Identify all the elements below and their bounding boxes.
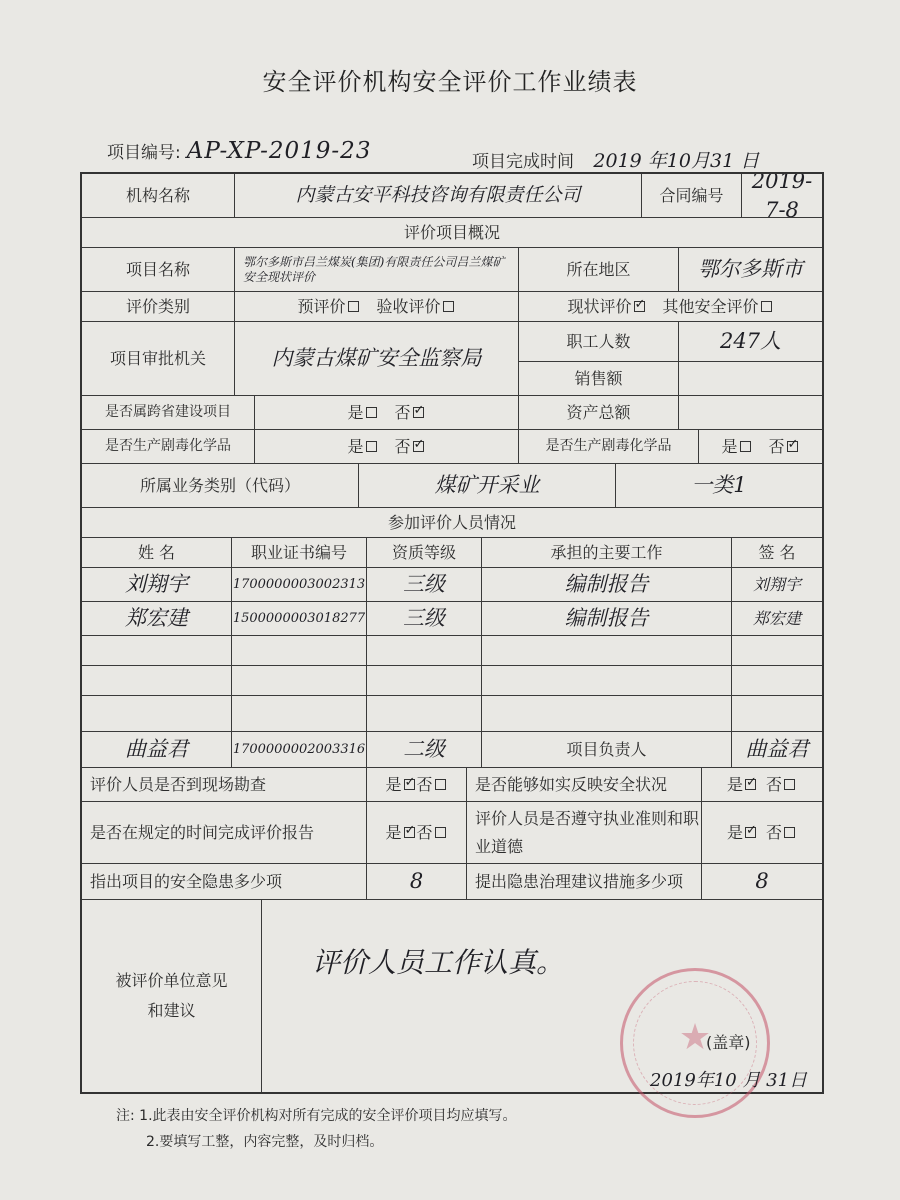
ontime-yes-text: 是	[385, 822, 402, 842]
person-2-cert: 1500000003018277	[232, 602, 367, 636]
project-name-value: 鄂尔多斯市吕兰煤炭(集团)有限责任公司吕兰煤矿安全现状评价	[235, 248, 519, 292]
ontime-no-checkbox[interactable]	[435, 827, 446, 838]
ethics-label: 评价人员是否遵守执业准则和职业道德	[467, 802, 702, 864]
site-no-checkbox[interactable]	[435, 779, 446, 790]
cross-yes-text: 是	[347, 402, 364, 422]
completion-time	[472, 146, 759, 173]
opinion-label: 被评价单位意见和建议	[82, 900, 262, 1092]
empty-row-cell	[232, 666, 367, 696]
ethics-no-text: 否	[766, 822, 783, 842]
project-number-label: 项目编号:	[107, 143, 181, 163]
ethics-options	[702, 802, 822, 864]
ontime-yes-checkbox[interactable]	[404, 827, 415, 838]
completion-label: 项目完成时间	[472, 152, 574, 172]
hazchem2-no-text: 否	[768, 436, 785, 456]
project-name-label: 项目名称	[82, 248, 235, 292]
category-options-left	[235, 292, 519, 322]
person-2-level: 三级	[367, 602, 482, 636]
person-1-level: 三级	[367, 568, 482, 602]
region-label: 所在地区	[519, 248, 679, 292]
pre-eval-checkbox[interactable]	[348, 301, 359, 312]
status-eval-text: 现状评价	[567, 296, 632, 316]
contract-label: 合同编号	[642, 174, 742, 218]
cross-province-label: 是否属跨省建设项目	[82, 396, 255, 430]
org-label: 机构名称	[82, 174, 235, 218]
empty-row-cell	[732, 636, 822, 666]
truth-label: 是否能够如实反映安全状况	[467, 768, 702, 802]
note-line-1: 注: 1.此表由安全评价机构对所有完成的安全评价项目均应填写。	[116, 1108, 517, 1124]
project-number	[107, 138, 371, 164]
status-eval-checkbox[interactable]	[634, 301, 645, 312]
empty-row-cell	[82, 666, 232, 696]
business-label: 所属业务类别（代码）	[82, 464, 359, 508]
performance-table	[80, 172, 824, 1094]
col-work: 承担的主要工作	[482, 538, 732, 568]
pre-eval-text: 预评价	[297, 296, 346, 316]
sales-value	[679, 362, 822, 396]
empty-row-cell	[232, 636, 367, 666]
seal-date: 2019年10 月 31日	[650, 1070, 808, 1091]
asset-value	[679, 396, 822, 430]
empty-row-cell	[367, 666, 482, 696]
ontime-no-text: 否	[416, 822, 433, 842]
col-cert: 职业证书编号	[232, 538, 367, 568]
ontime-options	[367, 802, 467, 864]
leader-level: 二级	[367, 732, 482, 768]
person-2-name: 郑宏建	[82, 602, 232, 636]
cross-no-text: 否	[394, 402, 411, 422]
truth-yes-checkbox[interactable]	[745, 779, 756, 790]
empty-row-cell	[482, 666, 732, 696]
col-level: 资质等级	[367, 538, 482, 568]
truth-no-text: 否	[766, 774, 783, 794]
page-title: 安全评价机构安全评价工作业绩表	[262, 68, 638, 96]
approval-label: 项目审批机关	[82, 322, 235, 396]
empty-row-cell	[482, 636, 732, 666]
leader-name: 曲益君	[82, 732, 232, 768]
empty-row-cell	[732, 666, 822, 696]
approval-value: 内蒙古煤矿安全监察局	[235, 322, 519, 396]
leader-signature: 曲益君	[732, 732, 822, 768]
personnel-heading: 参加评价人员情况	[82, 508, 822, 538]
ethics-yes-checkbox[interactable]	[745, 827, 756, 838]
business-value: 煤矿开采业	[359, 464, 616, 508]
site-yes-checkbox[interactable]	[404, 779, 415, 790]
note-line-2: 2.要填写工整，内容完整，及时归档。	[146, 1134, 384, 1150]
empty-row-cell	[732, 696, 822, 732]
measures-value: 8	[702, 864, 822, 900]
truth-no-checkbox[interactable]	[784, 779, 795, 790]
region-value: 鄂尔多斯市	[679, 248, 822, 292]
person-1-work: 编制报告	[482, 568, 732, 602]
overview-heading: 评价项目概况	[82, 218, 822, 248]
person-1-signature: 刘翔宇	[732, 568, 822, 602]
site-visit-label: 评价人员是否到现场勘查	[82, 768, 367, 802]
opinion-value: 评价人员工作认真。	[312, 946, 565, 979]
hazchem-yes-checkbox[interactable]	[366, 441, 377, 452]
truth-options	[702, 768, 822, 802]
empty-row-cell	[82, 636, 232, 666]
staff-label: 职工人数	[519, 322, 679, 362]
ethics-yes-text: 是	[726, 822, 743, 842]
site-visit-options	[367, 768, 467, 802]
site-no-text: 否	[416, 774, 433, 794]
cross-yes-checkbox[interactable]	[366, 407, 377, 418]
empty-row-cell	[482, 696, 732, 732]
category-options-right	[519, 292, 822, 322]
col-sign: 签 名	[732, 538, 822, 568]
category-label: 评价类别	[82, 292, 235, 322]
ethics-no-checkbox[interactable]	[784, 827, 795, 838]
leader-role: 项目负责人	[482, 732, 732, 768]
empty-row-cell	[232, 696, 367, 732]
empty-row-cell	[367, 636, 482, 666]
business-code: 一类1	[616, 464, 822, 508]
project-number-value: AP-XP-2019-23	[186, 138, 372, 164]
hazchem2-yes-text: 是	[721, 436, 738, 456]
hazchem-no-checkbox[interactable]	[413, 441, 424, 452]
hazchem-no-text: 否	[394, 436, 411, 456]
seal-label: (盖章)	[706, 1033, 751, 1052]
accept-eval-checkbox[interactable]	[443, 301, 454, 312]
sales-label: 销售额	[519, 362, 679, 396]
seal-star-icon: ★	[678, 1017, 712, 1058]
accept-eval-text: 验收评价	[376, 296, 441, 316]
hazards-label: 指出项目的安全隐患多少项	[82, 864, 367, 900]
hazchem-label-2: 是否生产剧毒化学品	[519, 430, 699, 464]
measures-label: 提出隐患治理建议措施多少项	[467, 864, 702, 900]
person-2-work: 编制报告	[482, 602, 732, 636]
person-1-cert: 1700000003002313	[232, 568, 367, 602]
asset-label: 资产总额	[519, 396, 679, 430]
empty-row-cell	[82, 696, 232, 732]
contract-value: 2019-7-8	[742, 174, 822, 218]
org-value: 内蒙古安平科技咨询有限责任公司	[235, 174, 642, 218]
hazchem2-yes-checkbox[interactable]	[740, 441, 751, 452]
person-2-signature: 郑宏建	[732, 602, 822, 636]
site-yes-text: 是	[385, 774, 402, 794]
hazchem-options	[255, 430, 519, 464]
cross-province-options	[255, 396, 519, 430]
other-eval-text: 其他安全评价	[662, 296, 759, 316]
col-name: 姓 名	[82, 538, 232, 568]
leader-cert: 1700000002003316	[232, 732, 367, 768]
person-1-name: 刘翔宇	[82, 568, 232, 602]
ontime-label: 是否在规定的时间完成评价报告	[82, 802, 367, 864]
cross-no-checkbox[interactable]	[413, 407, 424, 418]
hazchem-yes-text: 是	[347, 436, 364, 456]
footnotes	[116, 1103, 517, 1155]
hazards-value: 8	[367, 864, 467, 900]
hazchem2-no-checkbox[interactable]	[787, 441, 798, 452]
other-eval-checkbox[interactable]	[761, 301, 772, 312]
truth-yes-text: 是	[726, 774, 743, 794]
completion-date: 2019 年10月31 日	[593, 150, 760, 172]
hazchem-label: 是否生产剧毒化学品	[82, 430, 255, 464]
empty-row-cell	[367, 696, 482, 732]
hazchem-options-2	[699, 430, 822, 464]
staff-value: 247人	[679, 322, 822, 362]
